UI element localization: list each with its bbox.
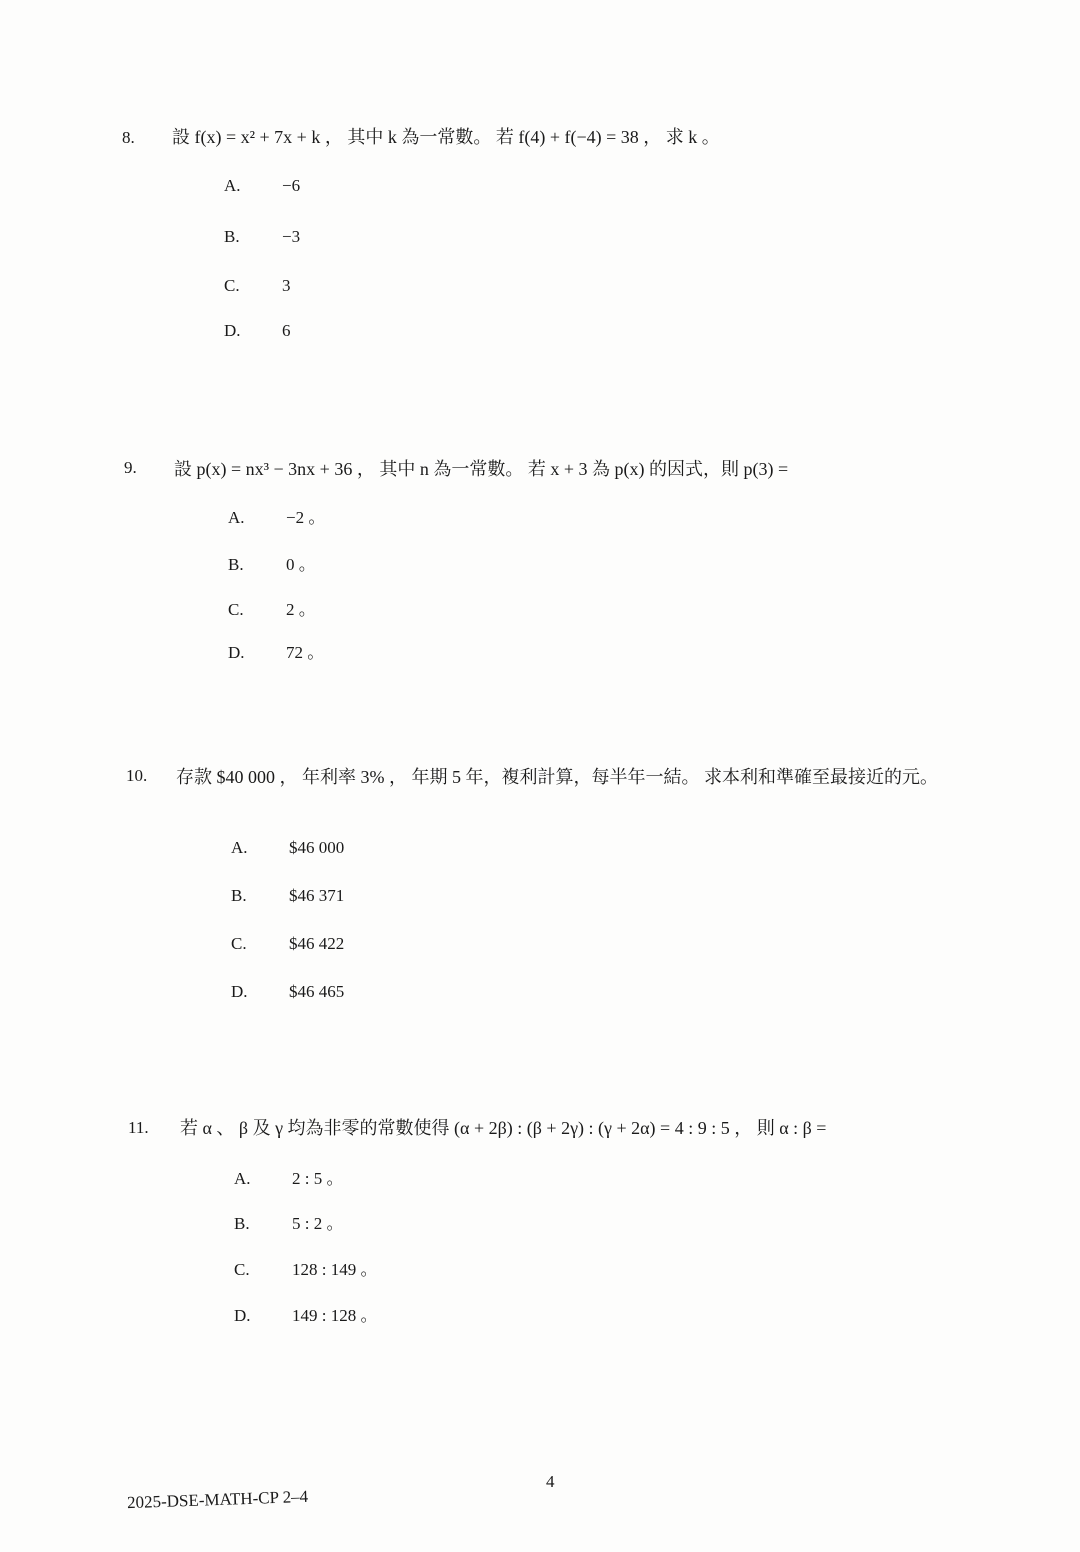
- option-d: [228, 638, 324, 663]
- option-c: [224, 276, 291, 296]
- option-label: D.: [234, 1306, 251, 1325]
- option-label: A.: [234, 1169, 251, 1188]
- option-a: [228, 503, 325, 528]
- question-number: 9.: [124, 458, 137, 477]
- option-b: [234, 1209, 343, 1234]
- option-b: [231, 886, 344, 906]
- option-label: A.: [224, 176, 241, 195]
- option-c: [231, 934, 344, 954]
- option-label: D.: [231, 982, 248, 1001]
- option-value: $46 371: [289, 886, 345, 905]
- option-label: A.: [231, 838, 248, 857]
- option-value: 72 。: [286, 643, 325, 662]
- question-number: 10.: [126, 766, 148, 785]
- option-value: 3: [282, 276, 291, 295]
- question-number: 8.: [122, 128, 135, 147]
- page-number: 4: [546, 1472, 555, 1491]
- option-value: 0 。: [286, 555, 316, 574]
- paper-code: 2025-DSE-MATH-CP 2–4: [126, 1486, 309, 1513]
- option-d: [234, 1301, 377, 1326]
- option-b: [228, 550, 316, 575]
- option-label: B.: [228, 555, 244, 574]
- option-value: 5 : 2 。: [292, 1214, 344, 1233]
- option-value: $46 000: [289, 838, 345, 857]
- option-a: [231, 838, 344, 858]
- option-value: 149 : 128 。: [292, 1306, 378, 1325]
- option-label: C.: [224, 276, 240, 295]
- option-value: 128 : 149 。: [292, 1260, 378, 1279]
- option-value: $46 465: [289, 982, 345, 1001]
- option-a: [234, 1164, 343, 1189]
- option-c: [228, 595, 316, 620]
- option-label: C.: [228, 600, 244, 619]
- option-value: 2 。: [286, 600, 316, 619]
- option-label: A.: [228, 508, 245, 527]
- question-text: 設 f(x) = x² + 7x + k ， 其中 k 為一常數。 若 f(4) + f(−4) = 38 ， 求 k 。: [172, 127, 720, 147]
- option-value: $46 422: [289, 934, 345, 953]
- option-d: [231, 982, 344, 1002]
- option-value: −3: [282, 227, 301, 246]
- option-c: [234, 1255, 377, 1280]
- option-value: 2 : 5 。: [292, 1169, 344, 1188]
- option-d: [224, 321, 291, 341]
- question-text: 設 p(x) = nx³ − 3nx + 36 ， 其中 n 為一常數。 若 x + 3 為 p(x) 的因式，則 p(3) =: [174, 459, 789, 479]
- option-label: D.: [228, 643, 245, 662]
- question-text: 存款 $40 000 ， 年利率 3% ， 年期 5 年，複利計算，每半年一結。 求本利和準確至最接近的元。: [176, 767, 938, 787]
- option-label: B.: [234, 1214, 250, 1233]
- option-value: −2 。: [286, 508, 326, 527]
- option-label: B.: [224, 227, 240, 246]
- option-label: B.: [231, 886, 247, 905]
- option-value: 6: [282, 321, 291, 340]
- question-text: 若 α 、 β 及 γ 均為非零的常數使得 (α + 2β) : (β + 2γ) : (γ + 2α) = 4 : 9 : 5 ， 則 α : β =: [180, 1118, 827, 1138]
- option-value: −6: [282, 176, 301, 195]
- option-a: [224, 176, 300, 196]
- option-label: D.: [224, 321, 241, 340]
- option-label: C.: [234, 1260, 250, 1279]
- question-number: 11.: [128, 1118, 149, 1137]
- option-label: C.: [231, 934, 247, 953]
- option-b: [224, 227, 300, 247]
